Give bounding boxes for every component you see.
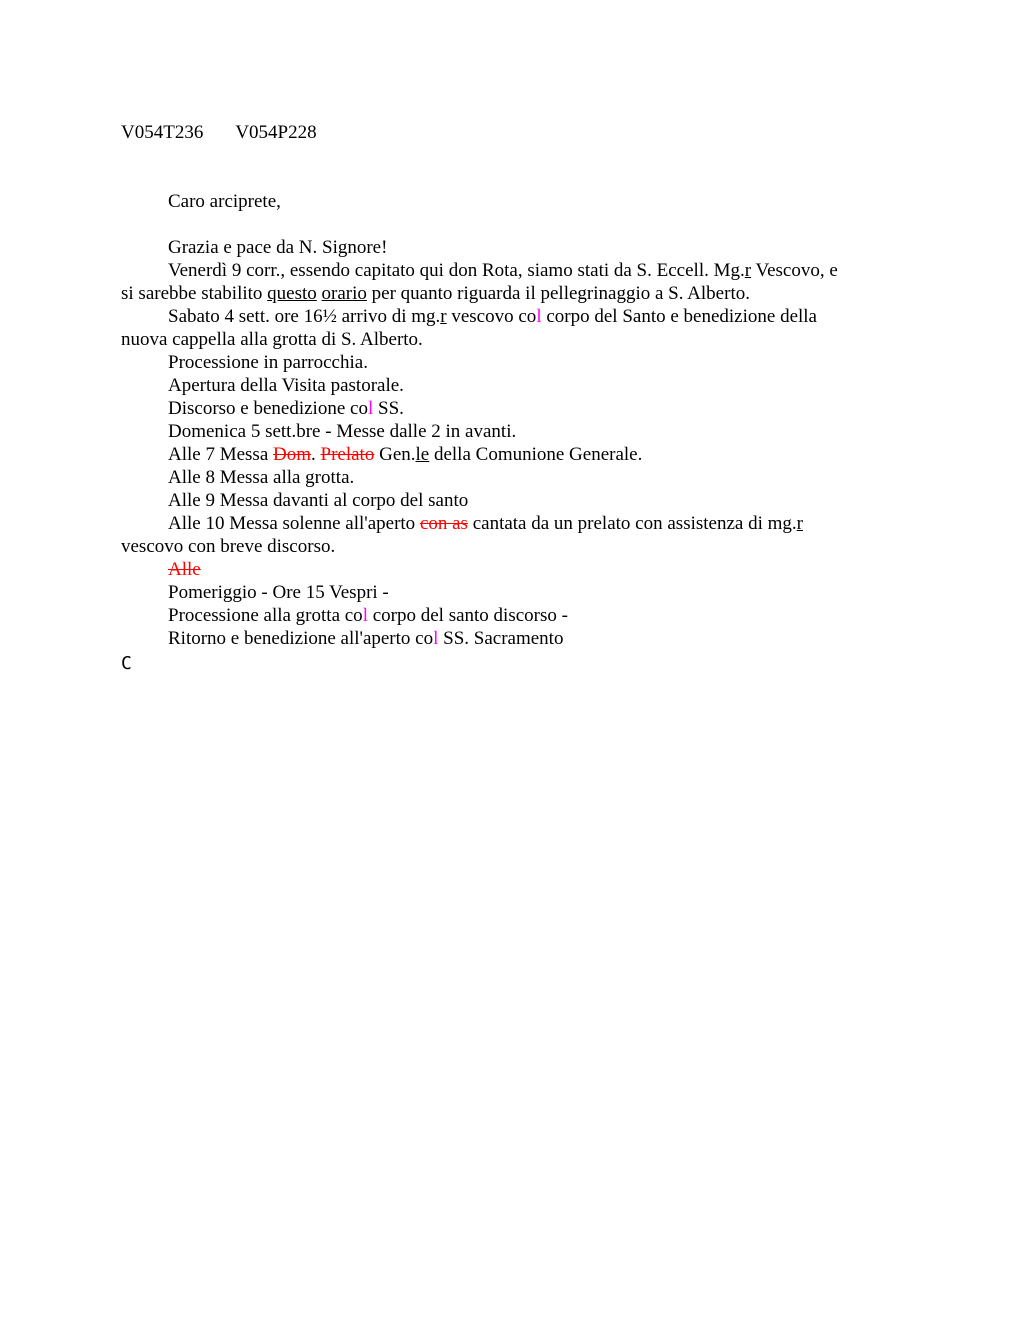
deleted-text: Alle bbox=[168, 559, 201, 580]
underlined-text: r bbox=[744, 260, 752, 281]
line-alle-deleted bbox=[121, 558, 841, 581]
line-discorso: Discorso e benedizione col SS. bbox=[168, 398, 404, 419]
text-id: V054T236 bbox=[121, 122, 204, 143]
line-processione-grotta: Processione alla grotta col corpo del santo discorso - bbox=[168, 605, 568, 626]
line-processione: Processione in parrocchia. bbox=[168, 352, 368, 373]
paragraph-sabato: Sabato 4 sett. ore 16½ arrivo di mg.r vescovo col corpo del Santo e benedizione della nuova cappella alla grotta di S. Alberto. bbox=[121, 306, 817, 350]
line-ritorno: Ritorno e benedizione all'aperto col SS. Sacramento bbox=[168, 628, 564, 649]
line-apertura: Apertura della Visita pastorale. bbox=[168, 375, 404, 396]
deleted-text: Prelato bbox=[320, 444, 375, 465]
document-identifiers bbox=[121, 121, 841, 144]
underlined-text: r bbox=[796, 513, 803, 534]
underlined-text: le bbox=[415, 444, 430, 465]
letter-page bbox=[121, 121, 841, 675]
page-id: V054P228 bbox=[235, 122, 317, 143]
inserted-text: l bbox=[367, 398, 374, 419]
underlined-text: questo bbox=[267, 283, 317, 304]
line-alle-8: Alle 8 Messa alla grotta. bbox=[168, 467, 355, 488]
line-alle-10: Alle 10 Messa solenne all'aperto con as cantata da un prelato con assistenza di mg.r vescovo con breve discorso. bbox=[121, 513, 803, 557]
letter-body bbox=[121, 190, 841, 650]
underlined-text: r bbox=[440, 306, 447, 327]
inserted-text: l bbox=[433, 628, 439, 649]
inserted-text: l bbox=[536, 306, 542, 327]
line-domenica: Domenica 5 sett.bre - Messe dalle 2 in avanti. bbox=[168, 421, 517, 442]
paragraph-venerdi: Venerdì 9 corr., essendo capitato qui don Rota, siamo stati da S. Eccell. Mg.r Vescovo, e si sarebbe stabilito questo orario per quanto riguarda il pellegrinaggio a S. Alberto. bbox=[121, 260, 838, 304]
underlined-text: orario bbox=[321, 283, 367, 304]
line-pomeriggio: Pomeriggio - Ore 15 Vespri - bbox=[168, 582, 389, 603]
inserted-text: l bbox=[362, 605, 368, 626]
line-alle-9: Alle 9 Messa davanti al corpo del santo bbox=[168, 490, 469, 511]
greeting: Grazia e pace da N. Signore! bbox=[168, 237, 388, 258]
deleted-text: con as bbox=[419, 513, 468, 534]
deleted-text: Dom bbox=[273, 444, 312, 465]
salutation: Caro arciprete, bbox=[168, 191, 281, 212]
line-alle-7: Alle 7 Messa Dom. Prelato Gen.le della Comunione Generale. bbox=[168, 444, 643, 465]
footer-mark: C bbox=[121, 653, 132, 674]
